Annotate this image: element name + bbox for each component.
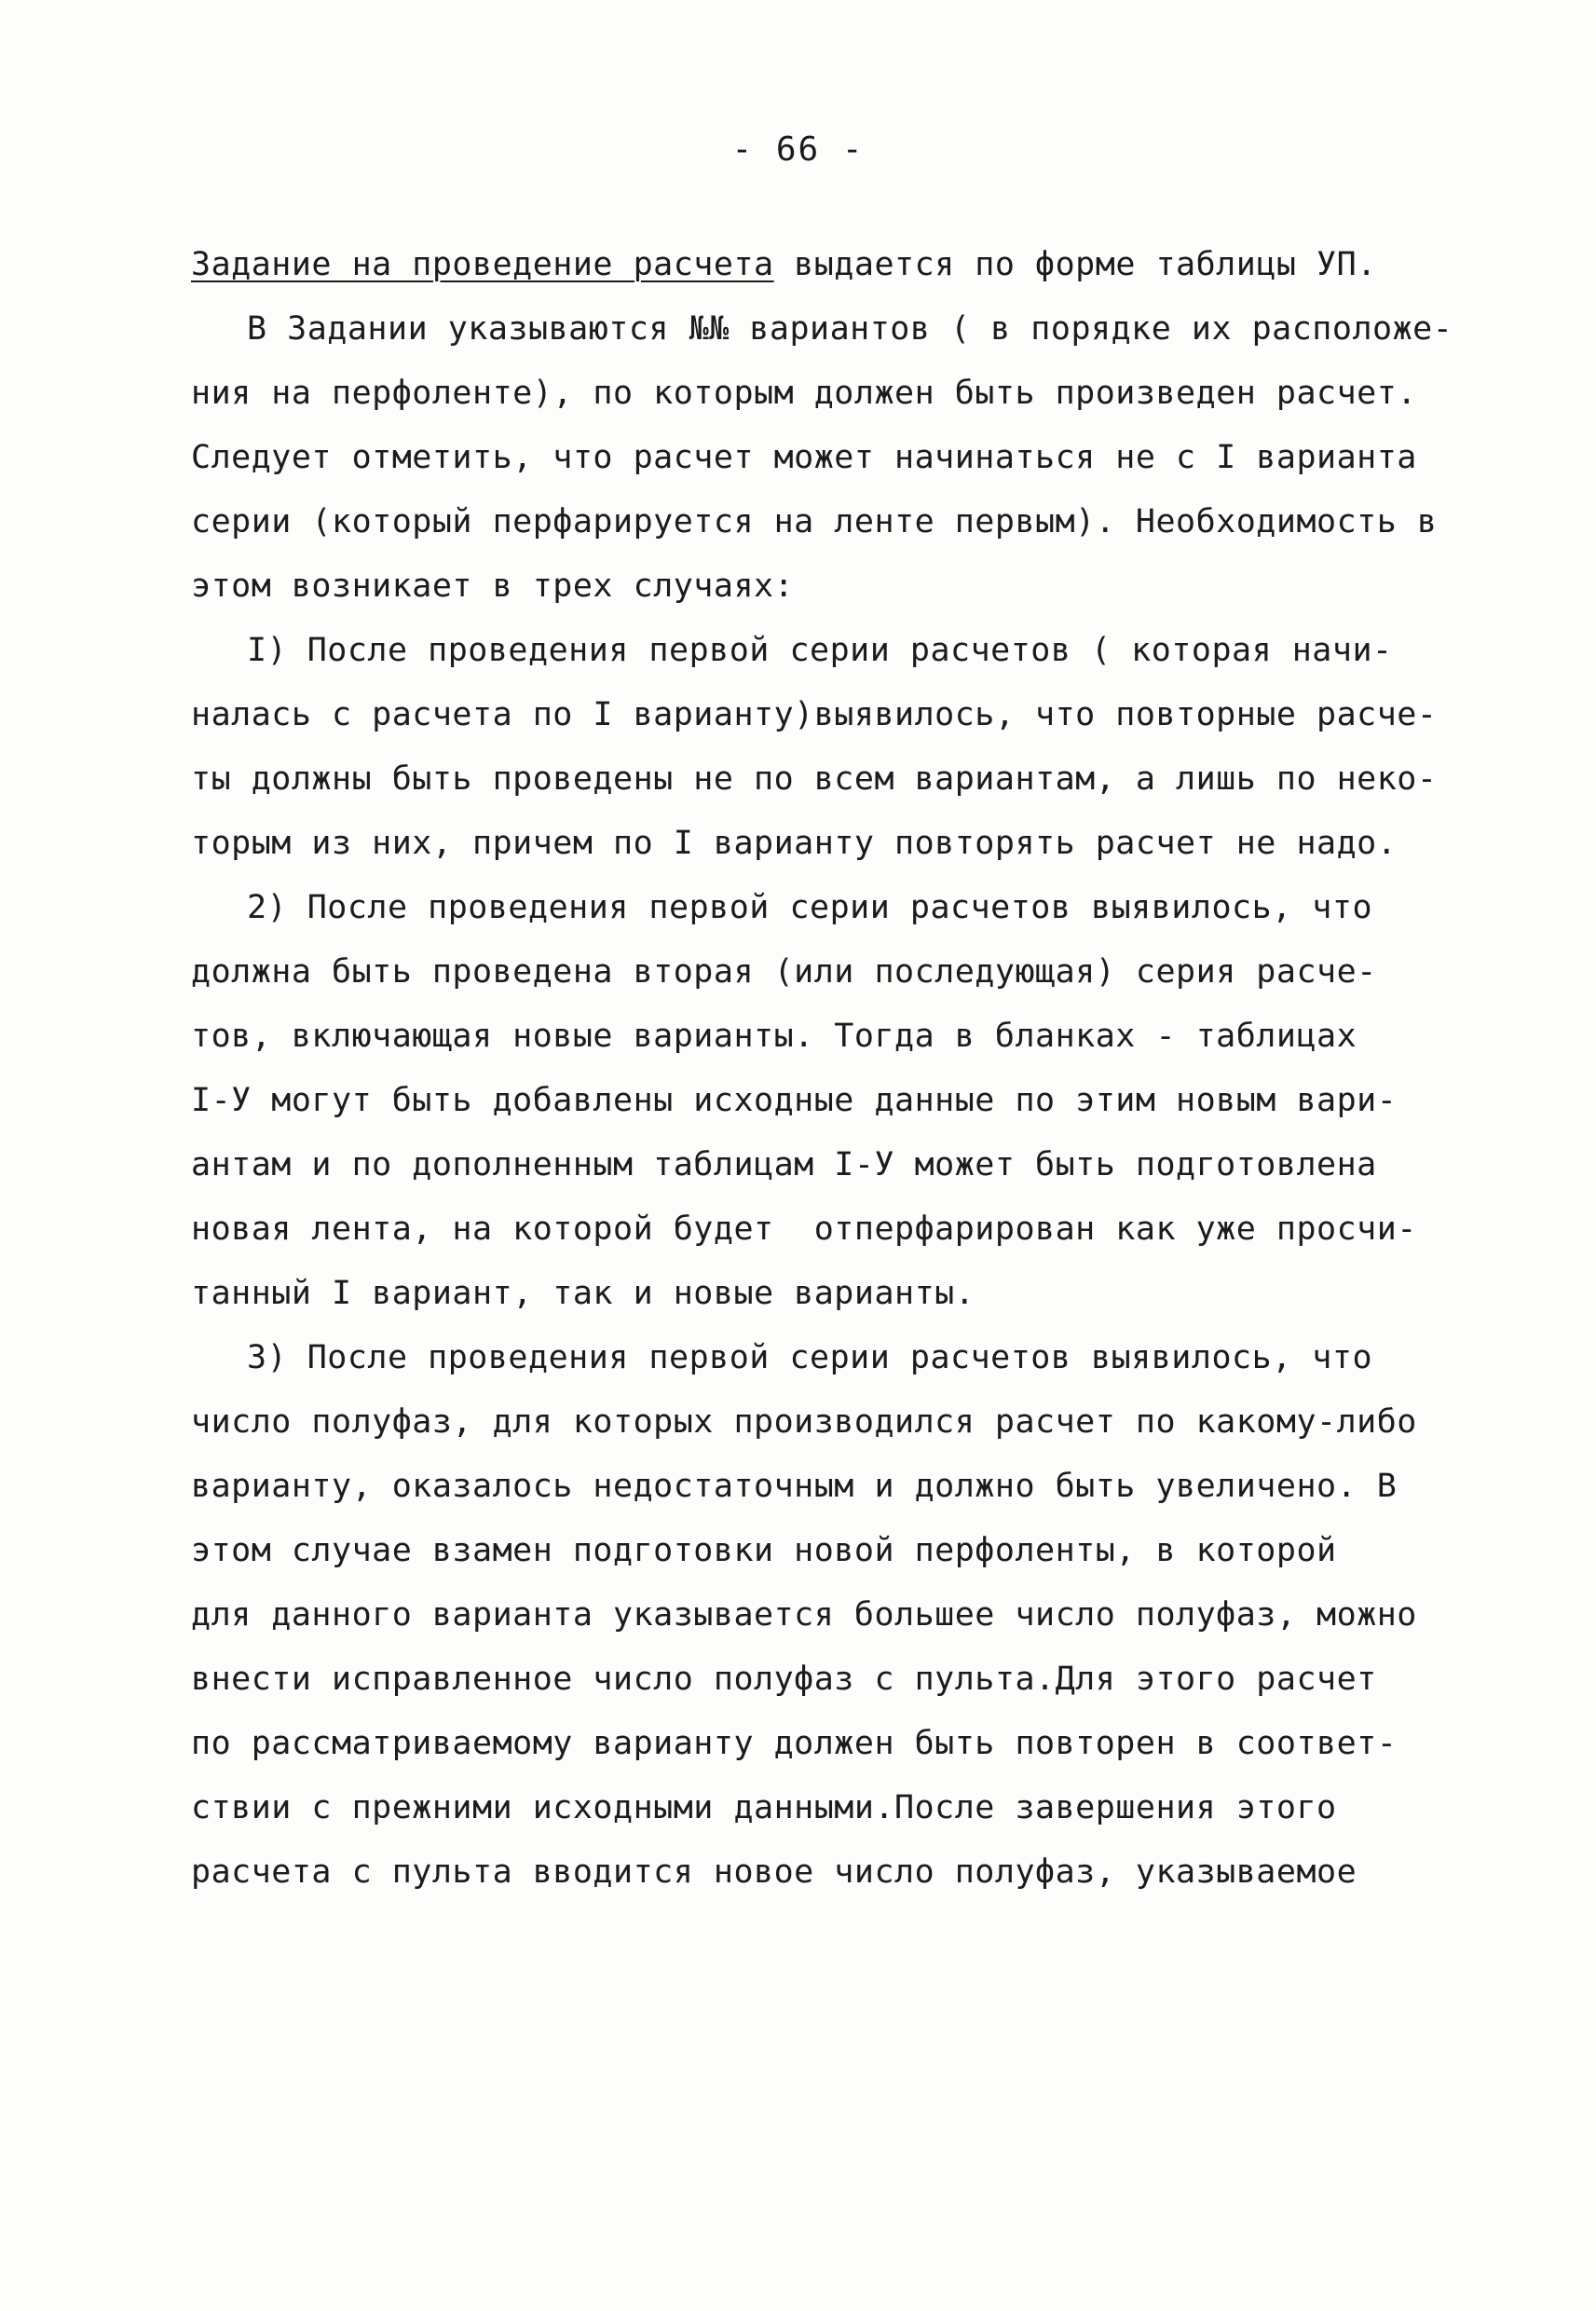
text-line: новая лента, на которой будет отперфарирован как уже просчи-	[191, 1210, 1417, 1248]
heading-rest: выдается по форме таблицы УП.	[773, 246, 1377, 283]
text-line: ствии с прежними исходными данными.После завершения этого	[191, 1789, 1337, 1826]
heading-underlined: Задание на проведение расчета	[191, 246, 774, 283]
text-line: танный I вариант, так и новые варианты.	[191, 1275, 975, 1312]
text-line: 3) После проведения первой серии расчетов выявилось, что	[247, 1339, 1373, 1376]
heading-line	[191, 233, 1449, 297]
text-line: тов, включающая новые варианты. Тогда в бланках - таблицах	[191, 1018, 1357, 1055]
body-text	[191, 233, 1453, 1905]
text-line: число полуфаз, для которых производился расчет по какому-либо	[191, 1403, 1417, 1441]
text-line: для данного варианта указывается большее число полуфаз, можно	[191, 1596, 1417, 1634]
text-line: расчета с пульта вводится новое число полуфаз, указываемое	[191, 1853, 1357, 1891]
page-number: - 66 -	[731, 130, 865, 169]
text-line: В Задании указываются №№ вариантов ( в порядке их расположе-	[247, 310, 1453, 348]
text-line: налась с расчета по I варианту)выявилось, что повторные расче-	[191, 696, 1438, 733]
text-line: ты должны быть проведены не по всем вариантам, а лишь по неко-	[191, 760, 1438, 798]
text-line: 2) После проведения первой серии расчетов выявилось, что	[247, 889, 1373, 926]
text-line: I-У могут быть добавлены исходные данные по этим новым вари-	[191, 1082, 1398, 1119]
text-line: антам и по дополненным таблицам I-У может быть подготовлена	[191, 1146, 1377, 1183]
text-line: этом случае взамен подготовки новой перфоленты, в которой	[191, 1532, 1337, 1569]
text-line: по рассматриваемому варианту должен быть повторен в соответ-	[191, 1725, 1398, 1762]
text-line: должна быть проведена вторая (или последующая) серия расче-	[191, 953, 1377, 991]
text-line: Следует отметить, что расчет может начинаться не с I варианта	[191, 439, 1417, 476]
text-line: внести исправленное число полуфаз с пульта.Для этого расчет	[191, 1661, 1377, 1698]
text-line: торым из них, причем по I варианту повторять расчет не надо.	[191, 825, 1398, 862]
text-line: I) После проведения первой серии расчетов ( которая начи-	[247, 632, 1393, 669]
text-line: варианту, оказалось недостаточным и должно быть увеличено. В	[191, 1468, 1398, 1505]
text-line: этом возникает в трех случаях:	[191, 567, 795, 605]
text-line: ния на перфоленте), по которым должен быть произведен расчет.	[191, 375, 1417, 412]
text-line: серии (который перфарируется на ленте первым). Необходимость в	[191, 503, 1438, 540]
